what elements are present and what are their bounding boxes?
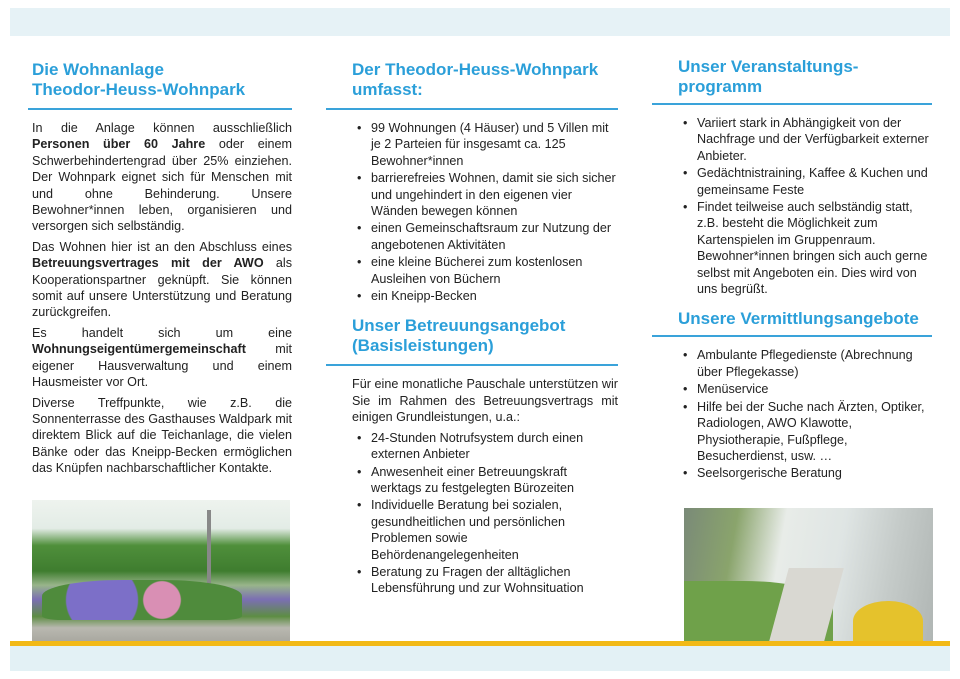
residential-building-photo xyxy=(684,508,933,641)
betreuung-intro: Für eine monatliche Pauschale unterstützen wir Sie im Rahmen des Betreuungsvertrags mit einigen Grundleistungen, u.a.: xyxy=(352,377,618,425)
heading-veranstaltungsprogramm xyxy=(678,57,932,97)
list-item: • 99 Wohnungen (4 Häuser) und 5 Villen mit je 2 Parteien für insgesamt ca. 125 Bewohner*innen xyxy=(352,120,618,169)
bold-text: Betreuungsvertrages mit der AWO xyxy=(32,256,264,271)
list-item: • Variiert stark in Abhängigkeit von der Nachfrage und der Verfügbarkeit externer Anbieter. xyxy=(678,115,932,164)
text: mit eigener Hausverwaltung und einem Hausmeister vor Ort. xyxy=(32,342,292,390)
heading-divider xyxy=(326,108,618,110)
text: In die Anlage können ausschließlich xyxy=(32,121,292,135)
list-item: • Individuelle Beratung bei sozialen, gesundheitlichen und persönlichen Problemen sowie Behördenangelegenheiten xyxy=(352,497,618,563)
heading-line: Unser Betreuungsangebot xyxy=(352,316,566,336)
heading-line: umfasst: xyxy=(352,80,423,99)
list-item: • barrierefreies Wohnen, damit sie sich sicher und ungehindert in den eigenen vier Wänden bewegen können xyxy=(352,170,618,219)
heading-divider xyxy=(28,108,292,110)
list-item: • eine kleine Bücherei zum kostenlosen Ausleihen von Büchern xyxy=(352,254,618,287)
heading-vermittlungsangebote: Unsere Vermittlungsangebote xyxy=(678,309,919,329)
list-item: • Seelsorgerische Beratung xyxy=(678,465,932,481)
text: Das Wohnen hier ist an den Abschluss eines xyxy=(32,239,292,254)
heading-line: (Basisleistungen) xyxy=(352,336,494,356)
facilities-list xyxy=(352,120,618,304)
text: Diverse Treffpunkte, wie z.B. die Sonnenterrasse des Gasthauses Waldpark mit direktem Blick auf die Teichanlage, die vielen Bänke oder das Kneipp-Becken ermöglichen das Knüpfen nachbarschaftlicher Kontakte. xyxy=(32,395,292,476)
heading-divider xyxy=(652,335,932,337)
list-item: • Ambulante Pflegedienste (Abrechnung über Pflegekasse) xyxy=(678,347,932,380)
paragraph xyxy=(32,325,292,391)
park-photo xyxy=(32,500,290,642)
heading-umfasst xyxy=(352,60,618,100)
list-item: • Menüservice xyxy=(678,381,932,397)
top-color-band xyxy=(10,8,950,36)
intro-paragraphs xyxy=(32,120,292,477)
heading-divider xyxy=(326,364,618,366)
list-item: • Findet teilweise auch selbständig statt, z.B. besteht die Möglichkeit zum Kartenspielen im Gruppenraum. Bewohner*innen bringen sich auch gerne selbst mit Angeboten ein. Dies wird von uns begrüßt. xyxy=(678,199,932,297)
events-list xyxy=(678,115,932,297)
bottom-color-band xyxy=(10,646,950,671)
list-item: • Anwesenheit einer Betreuungskraft werktags zu festgelegten Bürozeiten xyxy=(352,464,618,497)
yellow-bush xyxy=(853,601,923,641)
column-wohnanlage xyxy=(32,60,292,481)
list-item: • 24-Stunden Notrufsystem durch einen externen Anbieter xyxy=(352,430,618,463)
heading-line: Unser Veranstaltungs- xyxy=(678,57,859,76)
text: Es handelt sich um eine xyxy=(32,325,292,340)
paragraph xyxy=(32,239,292,321)
paragraph xyxy=(32,120,292,235)
heading-line: Theodor-Heuss-Wohnpark xyxy=(32,80,246,99)
bold-text: Personen über 60 Jahre xyxy=(32,137,206,152)
list-item: • ein Kneipp-Becken xyxy=(352,288,618,304)
text: als Kooperationspartner geknüpft. Sie können somit auf unsere Unterstützung und Beratung zurückgreifen. xyxy=(32,256,293,320)
referral-list xyxy=(678,347,932,481)
list-item: • Beratung zu Fragen der alltäglichen Lebensführung und zur Wohnsituation xyxy=(352,564,618,597)
list-item: • Hilfe bei der Suche nach Ärzten, Optiker, Radiologen, AWO Klawotte, Physiotherapie, Fußpflege, Besucherdienst, usw. … xyxy=(678,399,932,465)
flower-bed xyxy=(42,580,242,620)
text: oder einem Schwerbehindertengrad über 25% einziehen. Der Wohnpark eignet sich für Menschen mit und ohne Behinderung. Unsere Bewohner*innen leben, organisieren und versorgen sich selbständig. xyxy=(32,137,292,234)
heading-divider xyxy=(652,103,932,105)
paragraph xyxy=(32,395,292,477)
heading-line: programm xyxy=(678,77,763,96)
heading-wohnanlage xyxy=(32,60,292,100)
heading-line: Der Theodor-Heuss-Wohnpark xyxy=(352,60,599,79)
column-umfasst xyxy=(352,60,618,598)
list-item: • Gedächtnistraining, Kaffee & Kuchen und gemeinsame Feste xyxy=(678,165,932,198)
heading-betreuungsangebot xyxy=(352,316,618,356)
column-veranstaltungen xyxy=(678,57,932,483)
heading-line: Die Wohnanlage xyxy=(32,60,164,79)
list-item: • einen Gemeinschaftsraum zur Nutzung der angebotenen Aktivitäten xyxy=(352,220,618,253)
bold-text: Wohnungseigentümergemeinschaft xyxy=(32,342,246,357)
services-list xyxy=(352,430,618,597)
